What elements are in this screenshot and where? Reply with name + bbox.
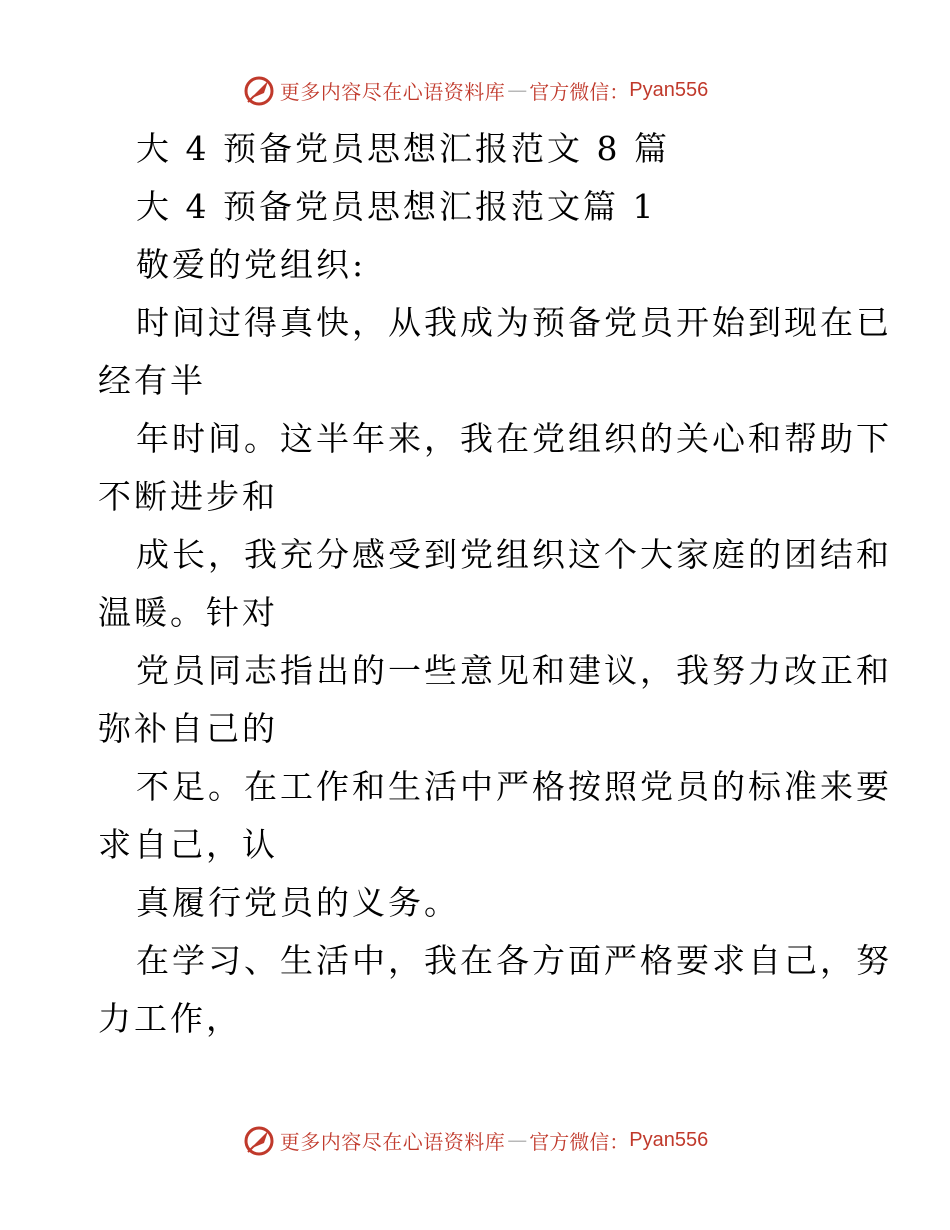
watermark-wechat-id: Pyan556 — [629, 1128, 709, 1151]
text-line: 真履行党员的义务。 — [136, 883, 460, 922]
watermark-wechat-id: Pyan556 — [629, 78, 709, 101]
watermark-dash: — — [507, 1128, 528, 1152]
text-line: 经有半 — [98, 361, 206, 400]
watermark-text: 更多内容尽在心语资料库 — [279, 79, 506, 104]
document-title: 大 4 预备党员思想汇报范文 8 篇 — [136, 129, 670, 168]
text-line: 弥补自己的 — [98, 709, 278, 748]
salutation: 敬爱的党组织: — [136, 245, 367, 284]
feather-pen-logo-icon — [242, 73, 276, 107]
text-line: 求自己，认 — [98, 825, 278, 864]
text-line: 温暖。针对 — [98, 593, 278, 632]
text-line: 成长，我充分感受到党组织这个大家庭的团结和 — [136, 535, 892, 574]
feather-pen-logo-icon — [242, 1123, 276, 1157]
text-line: 不足。在工作和生活中严格按照党员的标准来要 — [136, 767, 892, 806]
footer-watermark — [0, 1120, 950, 1160]
text-line: 不断进步和 — [98, 477, 278, 516]
document-body — [98, 120, 892, 1048]
text-line: 党员同志指出的一些意见和建议，我努力改正和 — [136, 651, 892, 690]
text-line: 时间过得真快，从我成为预备党员开始到现在已 — [136, 303, 892, 342]
text-line: 力工作， — [98, 999, 242, 1038]
watermark-wechat-label: 官方微信： — [529, 79, 630, 104]
watermark-wechat-label: 官方微信： — [529, 1129, 630, 1154]
text-line: 年时间。这半年来，我在党组织的关心和帮助下 — [136, 419, 892, 458]
header-watermark — [0, 70, 950, 110]
text-line: 在学习、生活中，我在各方面严格要求自己，努 — [136, 941, 892, 980]
watermark-dash: — — [507, 78, 528, 102]
section-heading: 大 4 预备党员思想汇报范文篇 1 — [136, 187, 657, 226]
watermark-text: 更多内容尽在心语资料库 — [279, 1129, 506, 1154]
